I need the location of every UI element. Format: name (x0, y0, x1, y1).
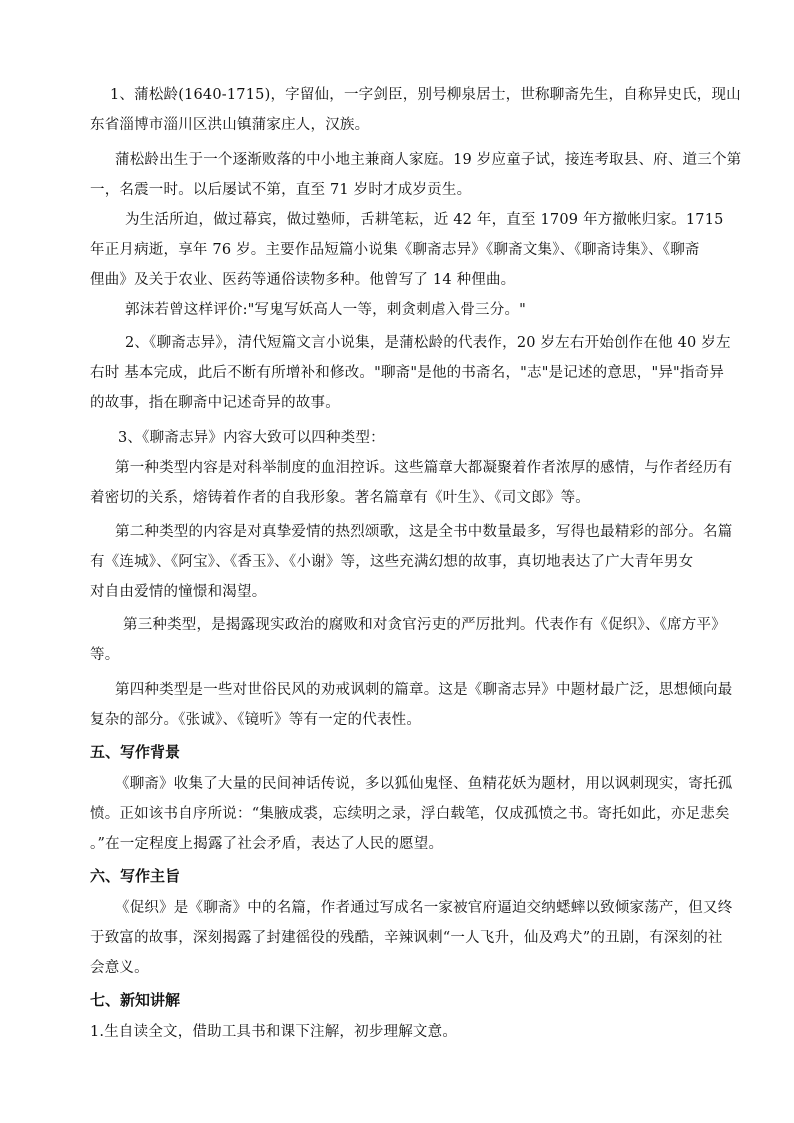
paragraph-line: 右时 基本完成，此后不断有所增补和修改。"聊斋"是他的书斋名，"志"是记述的意思，"异"指奇异 (90, 365, 725, 381)
paragraph-line: 对自由爱情的憧憬和渴望。 (90, 584, 267, 600)
paragraph-line: 东省淄博市淄川区洪山镇蒲家庄人，汉族。 (90, 117, 370, 133)
paragraph-line: 第四种类型是一些对世俗民风的劝戒讽刺的篇章。这是《聊斋志异》中题材最广泛，思想倾向最 (115, 682, 733, 698)
paragraph-line: 的故事，指在聊斋中记述奇异的故事。 (90, 395, 340, 411)
paragraph-line: 等。 (90, 647, 120, 663)
paragraph-line: 有《连城》、《阿宝》、《香玉》、《小谢》等，这些充满幻想的故事，真切地表达了广大青年男女 (90, 554, 694, 570)
paragraph-line: 《聊斋》收集了大量的民间神话传说，多以狐仙鬼怪、鱼精花妖为题材，用以讽刺现实，寄托孤 (115, 776, 733, 792)
paragraph-line: 1.生自读全文，借助工具书和课下注解，初步理解文意。 (90, 1024, 458, 1040)
paragraph-line: 为生活所迫，做过幕宾，做过塾师，舌耕笔耘，近 42 年，直至 1709 年方撤帐归家。1715 (125, 212, 724, 228)
paragraph-line: 俚曲》及关于农业、医药等通俗读物多种。他曾写了 14 种俚曲。 (90, 272, 516, 288)
paragraph-line: 3、《聊斋志异》内容大致可以四种类型： (118, 430, 385, 446)
paragraph-line: 一，名震一时。以后屡试不第，直至 71 岁时才成岁贡生。 (90, 182, 472, 198)
paragraph-line: 第一种类型内容是对科举制度的血泪控诉。这些篇章大都凝聚着作者浓厚的感情，与作者经历有 (115, 460, 733, 476)
paragraph-line: 2、《聊斋志异》，清代短篇文言小说集，是蒲松龄的代表作，20 岁左右开始创作在他 40 岁左 (125, 335, 731, 351)
section-heading-new-knowledge: 七、新知讲解 (90, 991, 181, 1009)
paragraph-line: 《促织》是《聊斋》中的名篇，作者通过写成名一家被官府逼迫交纳蟋蟀以致倾家荡产，但又终 (115, 900, 733, 916)
paragraph-line: 愤。正如该书自序所说：“集腋成裘，忘续明之录，浮白载笔，仅成孤愤之书。寄托如此，亦足悲矣 (90, 806, 730, 822)
paragraph-line: 年正月病逝，享年 76 岁。主要作品短篇小说集《聊斋志异》《聊斋文集》、《聊斋诗集》、《聊斋 (90, 242, 700, 258)
paragraph-line: 第三种类型，是揭露现实政治的腐败和对贪官污吏的严厉批判。代表作有《促织》、《席方平》 (123, 617, 726, 633)
paragraph-line: 郭沫若曾这样评价:"写鬼写妖高人一等，刺贪刺虐入骨三分。" (125, 302, 527, 318)
paragraph-line: 。”在一定程度上揭露了社会矛盾，表达了人民的愿望。 (90, 836, 444, 852)
paragraph-line: 于致富的故事，深刻揭露了封建徭役的残酷，辛辣讽刺“一人飞升，仙及鸡犬”的丑剧，有深刻的社 (90, 930, 723, 946)
paragraph-line: 1、蒲松龄(1640-1715)，字留仙，一字剑臣，别号柳泉居士，世称聊斋先生，自称异史氏，现山 (110, 87, 741, 103)
paragraph-line: 蒲松龄出生于一个逐渐败落的中小地主兼商人家庭。19 岁应童子试，接连考取县、府、道三个第 (115, 152, 742, 168)
paragraph-line: 复杂的部分。《张诚》、《镜听》等有一定的代表性。 (90, 712, 422, 728)
paragraph-line: 会意义。 (90, 960, 149, 976)
section-heading-background: 五、写作背景 (90, 743, 181, 761)
section-heading-theme: 六、写作主旨 (90, 867, 181, 885)
paragraph-line: 着密切的关系，熔铸着作者的自我形象。著名篇章有《叶生》、《司文郎》等。 (90, 490, 590, 506)
paragraph-line: 第二种类型的内容是对真挚爱情的热烈颂歌，这是全书中数量最多，写得也最精彩的部分。名篇 (115, 524, 733, 540)
